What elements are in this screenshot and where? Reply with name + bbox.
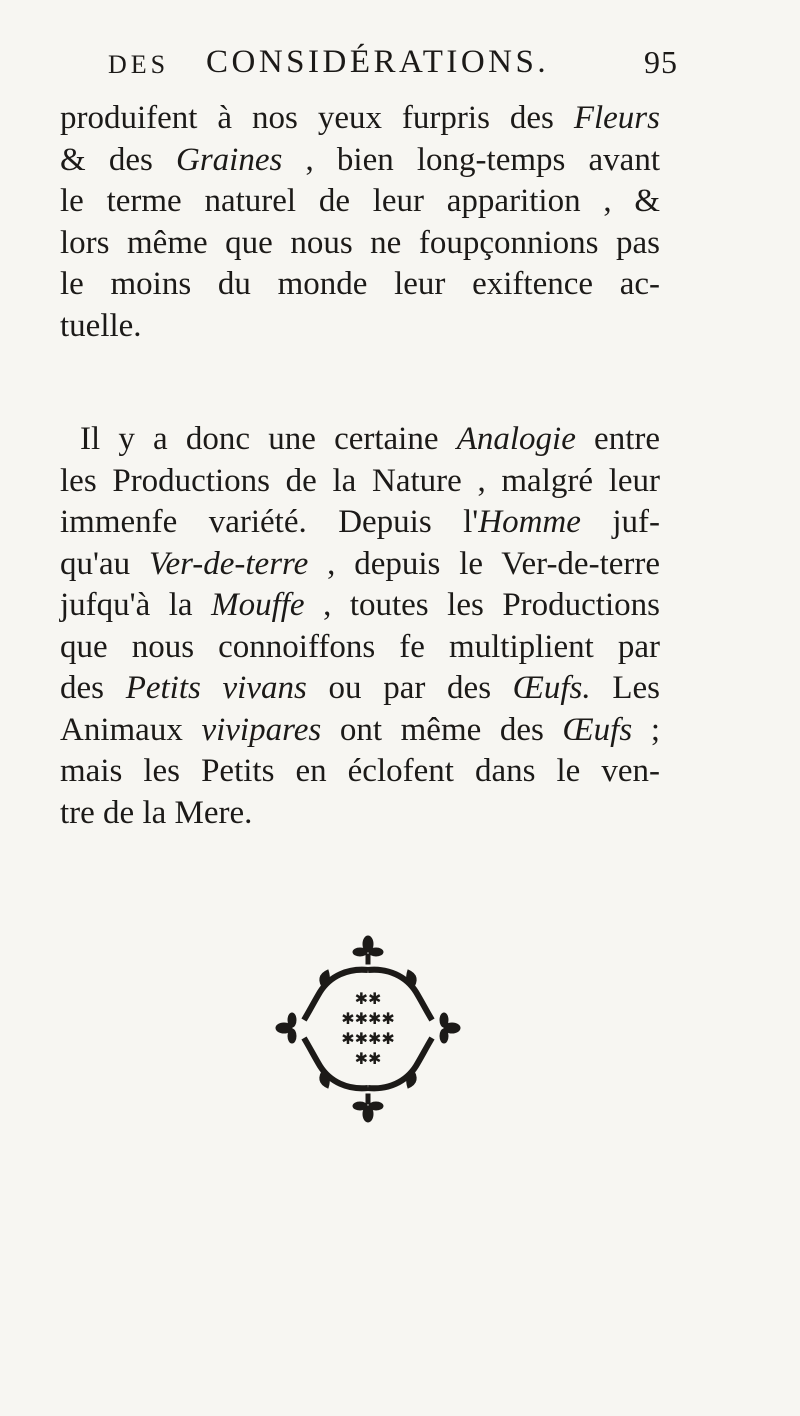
- text-run: ont même des: [321, 711, 563, 748]
- text-line: [60, 419, 660, 461]
- italic-run: Homme: [478, 504, 581, 540]
- running-head-title: CONSIDÉRATIONS.: [206, 44, 550, 80]
- italic-run: Petits vivans: [125, 670, 307, 706]
- text-run: , bien long-temps avant: [282, 141, 660, 178]
- svg-text:✱✱✱✱: ✱✱✱✱: [341, 1009, 395, 1028]
- svg-text:✱✱✱✱: ✱✱✱✱: [341, 1029, 395, 1048]
- text-line: [60, 544, 660, 586]
- page-number: 95: [644, 44, 678, 80]
- text-run: Animaux: [60, 711, 202, 748]
- text-line: [60, 585, 660, 627]
- text-line: le terme naturel de leur apparition , &: [60, 183, 660, 219]
- italic-run: Analogie: [456, 421, 576, 457]
- text-line: tuelle.: [60, 307, 142, 344]
- italic-run: Graines: [175, 141, 283, 178]
- running-head: [108, 44, 678, 90]
- text-line: le moins du monde leur exiftence ac-: [60, 266, 660, 302]
- left-flower-icon: [276, 1013, 296, 1043]
- text-run: , toutes les Productions: [304, 587, 660, 623]
- italic-run: Fleurs: [573, 100, 660, 136]
- text-run: des: [60, 670, 126, 706]
- svg-text:✱✱: ✱✱: [354, 989, 382, 1008]
- text-line: [60, 668, 660, 710]
- text-run: entre: [575, 421, 661, 457]
- top-flower-icon: [353, 936, 383, 964]
- text-run: juf-: [580, 504, 660, 540]
- italic-run: Mouffe: [211, 587, 305, 623]
- text-run: produifent à nos yeux furpris des: [60, 100, 574, 136]
- text-run: , depuis le Ver-de-terre: [308, 545, 661, 582]
- body-text: [60, 98, 660, 834]
- text-run: ou par des: [306, 670, 513, 706]
- italic-run: Ver-de-terre: [148, 545, 309, 582]
- text-run: Les: [590, 670, 660, 706]
- text-run: jufqu'à la: [60, 587, 212, 623]
- text-line: [60, 98, 660, 140]
- text-run: qu'au: [60, 545, 149, 582]
- text-run: ;: [632, 711, 660, 748]
- text-line: tre de la Mere.: [60, 794, 253, 831]
- paragraph-spacer: [60, 347, 660, 419]
- text-line: lors même que nous ne foupçonnions pas: [60, 224, 660, 261]
- text-line: [60, 502, 660, 544]
- text-line: mais les Petits en éclofent dans le ven-: [60, 753, 660, 789]
- right-flower-icon: [440, 1013, 460, 1043]
- paragraph-2: [60, 419, 660, 834]
- text-run: Il y a donc une certaine: [80, 421, 457, 457]
- text-run: immenfe variété. Depuis l': [60, 504, 479, 540]
- svg-text:✱✱: ✱✱: [354, 1049, 382, 1068]
- italic-run: Œufs.: [512, 670, 591, 706]
- star-cluster-icon: [341, 989, 395, 1068]
- running-head-prefix: DES: [108, 50, 170, 79]
- text-line: [60, 710, 660, 752]
- bottom-flower-icon: [353, 1094, 383, 1122]
- text-line: les Productions de la Nature , malgré leur: [60, 462, 660, 499]
- paragraph-1: [60, 98, 660, 347]
- fleuron-ornament-icon: [268, 930, 468, 1130]
- italic-run: Œufs: [562, 711, 633, 748]
- text-line: [60, 140, 660, 182]
- italic-run: vivipares: [201, 711, 322, 748]
- text-line: que nous connoiffons fe multiplient par: [60, 628, 660, 665]
- text-run: & des: [60, 141, 176, 178]
